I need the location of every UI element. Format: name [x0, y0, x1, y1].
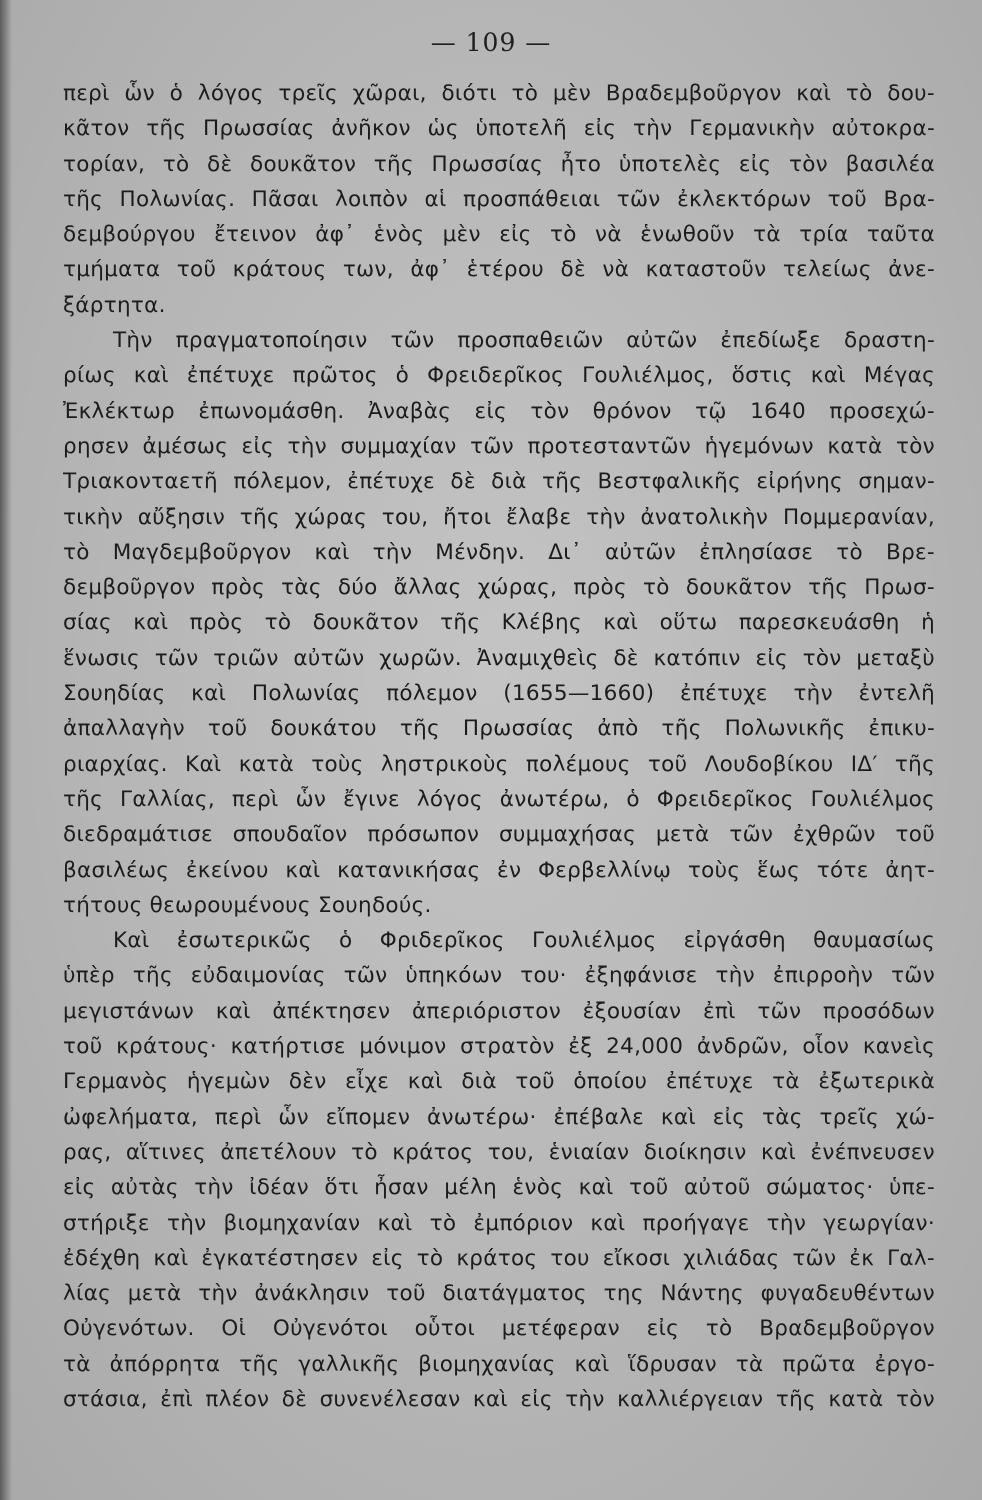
text-line: δεμβούργου ἔτεινον ἀφ᾽ ἑνὸς μὲν εἰς τὸ νὰ ἑνωθοῦν τὰ τρία ταῦτα [63, 222, 935, 248]
text-line: τῆς Πολωνίας. Πᾶσαι λοιπὸν αἱ προσπάθειαι τῶν ἐκλεκτόρων τοῦ Βρα- [63, 186, 935, 212]
text-line: δεμβοῦργον πρὸς τὰς δύο ἄλλας χώρας, πρὸς τὸ δουκᾶτον τῆς Πρωσ- [63, 575, 935, 601]
text-line: τὸ Μαγδεμβοῦργον καὶ τὴν Μένδην. Δι᾽ αὐτῶν ἐπλησίασε τὸ Βρε- [63, 539, 935, 565]
text-line: περὶ ὧν ὁ λόγος τρεῖς χῶραι, διότι τὸ μὲν Βραδεμβοῦργον καὶ τὸ δου- [63, 81, 935, 106]
text-line: ὠφελήματα, περὶ ὧν εἴπομεν ἀνωτέρω· ἐπέβαλε καὶ εἰς τὰς τρεῖς χώ- [63, 1104, 935, 1130]
text-line: τήτους θεωρουμένους Σουηδούς. [63, 892, 432, 918]
text-line: Σουηδίας καὶ Πολωνίας πόλεμον (1655—1660) ἐπέτυχε τὴν ἐντελῆ [63, 681, 935, 707]
text-line: Οὐγενότων. Οἱ Οὐγενότοι οὗτοι μετέφεραν εἰς τὸ Βραδεμβοῦργον [63, 1316, 935, 1342]
page-edge-shadow [0, 0, 12, 1500]
text-line: ξάρτητα. [63, 292, 166, 318]
paragraph-1 [63, 76, 935, 323]
text-line: Τριακονταετῆ πόλεμον, ἐπέτυχε δὲ διὰ τῆς Βεστφαλικῆς εἰρήνης σημαν- [63, 469, 935, 495]
text-line: τορίαν, τὸ δὲ δουκᾶτον τῆς Πρωσσίας ἦτο ὑποτελὲς εἰς τὸν βασιλέα [63, 151, 935, 177]
text-line: εἰς αὐτὰς τὴν ἰδέαν ὅτι ἦσαν μέλη ἑνὸς καὶ τοῦ αὐτοῦ σώματος· ὑπε- [63, 1175, 935, 1201]
paragraph-2 [63, 323, 935, 923]
text-line: ρησεν ἀμέσως εἰς τὴν συμμαχίαν τῶν προτεσταντῶν ἡγεμόνων κατὰ τὸν [63, 433, 935, 459]
text-line: ἀπαλλαγὴν τοῦ δουκάτου τῆς Πρωσσίας ἀπὸ τῆς Πολωνικῆς ἐπικυ- [63, 716, 935, 742]
page-number: — 109 — [430, 28, 552, 57]
text-line: τικὴν αὔξησιν τῆς χώρας του, ἤτοι ἔλαβε τὴν ἀνατολικὴν Πομμερανίαν, [63, 504, 935, 530]
text-line: τμήματα τοῦ κράτους των, ἀφ᾽ ἑτέρου δὲ νὰ καταστοῦν τελείως ἀνε- [63, 257, 935, 283]
text-line: διεδραμάτισε σπουδαῖον πρόσωπον συμμαχήσας μετὰ τῶν ἐχθρῶν τοῦ [63, 822, 935, 848]
text-line: Ἐκλέκτωρ ἐπωνομάσθη. Ἀναβὰς εἰς τὸν θρόνον τῷ 1640 προσεχώ- [63, 398, 935, 424]
text-line: ριαρχίας. Καὶ κατὰ τοὺς ληστρικοὺς πολέμους τοῦ Λουδοβίκου ΙΔ′ τῆς [63, 751, 935, 777]
text-line: ἐδέχθη καὶ ἐγκατέστησεν εἰς τὸ κράτος του εἴκοσι χιλιάδας τῶν ἐκ Γαλ- [63, 1245, 935, 1271]
text-line: ρας, αἵτινες ἀπετέλουν τὸ κράτος του, ἑνιαίαν διοίκησιν καὶ ἐνέπνευσεν [63, 1139, 935, 1165]
text-line: ρίως καὶ ἐπέτυχε πρῶτος ὁ Φρειδερῖκος Γουλιέλμος, ὅστις καὶ Μέγας [63, 363, 935, 389]
text-line: ἕνωσις τῶν τριῶν αὐτῶν χωρῶν. Ἀναμιχθεὶς δὲ κατόπιν εἰς τὸν μεταξὺ [63, 645, 935, 671]
text-line: Καὶ ἐσωτερικῶς ὁ Φριδερῖκος Γουλιέλμος εἰργάσθη θαυμασίως [113, 928, 935, 954]
text-line: τῆς Γαλλίας, περὶ ὧν ἔγινε λόγος ἀνωτέρω, ὁ Φρειδερῖκος Γουλιέλμος [63, 786, 935, 812]
text-line: Γερμανὸς ἡγεμὼν δὲν εἶχε καὶ διὰ τοῦ ὁποίου ἐπέτυχε τὰ ἐξωτερικὰ [63, 1069, 935, 1095]
text-line: τὰ ἀπόρρητα τῆς γαλλικῆς βιομηχανίας καὶ ἵδρυσαν τὰ πρῶτα ἐργο- [63, 1351, 935, 1377]
text-line: μεγιστάνων καὶ ἀπέκτησεν ἀπεριόριστον ἐξουσίαν ἐπὶ τῶν προσόδων [63, 998, 935, 1024]
text-line: βασιλέως ἐκείνου καὶ κατανικήσας ἐν Φερβελλίνῳ τοὺς ἕως τότε ἀητ- [63, 857, 935, 883]
paragraph-3 [63, 923, 935, 1417]
text-line: στήριξε τὴν βιομηχανίαν καὶ τὸ ἐμπόριον καὶ προήγαγε τὴν γεωργίαν· [63, 1210, 935, 1236]
text-line: λίας μετὰ τὴν ἀνάκλησιν τοῦ διατάγματος της Νάντης φυγαδευθέντων [63, 1281, 935, 1307]
text-line: κᾶτον τῆς Πρωσσίας ἀνῆκον ὡς ὑποτελῆ εἰς τὴν Γερμανικὴν αὐτοκρα- [63, 116, 935, 142]
text-line: Τὴν πραγματοποίησιν τῶν προσπαθειῶν αὐτῶν ἐπεδίωξε δραστη- [113, 328, 935, 354]
body-text [63, 76, 935, 1417]
text-line: τοῦ κράτους· κατήρτισε μόνιμον στρατὸν ἐξ 24,000 ἀνδρῶν, οἷον κανεὶς [63, 1034, 935, 1060]
text-line: σίας καὶ πρὸς τὸ δουκᾶτον τῆς Κλέβης καὶ οὕτω παρεσκευάσθη ἡ [63, 610, 935, 636]
text-line: ὑπὲρ τῆς εὐδαιμονίας τῶν ὑπηκόων του· ἐξηφάνισε τὴν ἐπιρροὴν τῶν [63, 963, 935, 989]
text-line: στάσια, ἐπὶ πλέον δὲ συνενέλεσαν καὶ εἰς τὴν καλλιέργειαν τῆς κατὰ τὸν [63, 1386, 935, 1412]
